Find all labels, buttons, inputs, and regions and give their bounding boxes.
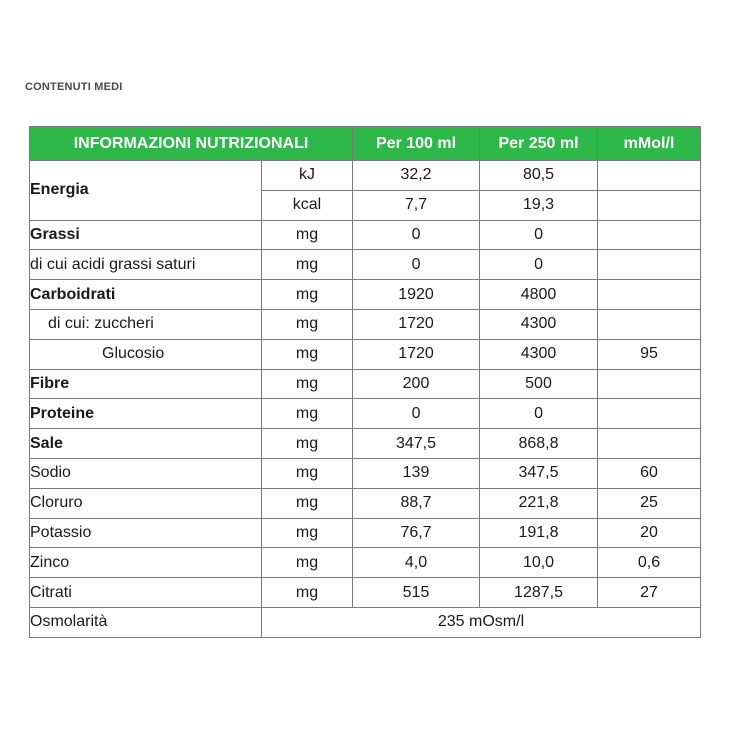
row-name: di cui: zuccheri (30, 309, 262, 339)
cell-per250: 4300 (480, 339, 598, 369)
cell-per100: 0 (353, 399, 480, 429)
cell-per250: 0 (480, 399, 598, 429)
table-header-row (30, 127, 701, 161)
cell-per250: 0 (480, 250, 598, 280)
section-label: CONTENUTI MEDI (25, 81, 123, 93)
header-per-250ml: Per 250 ml (480, 127, 598, 161)
cell-unit: mg (262, 280, 353, 310)
table-row (30, 309, 701, 339)
row-name: Sodio (30, 458, 262, 488)
cell-per250: 347,5 (480, 458, 598, 488)
cell-mmol: 95 (598, 339, 701, 369)
cell-unit: mg (262, 548, 353, 578)
cell-mmol (598, 250, 701, 280)
cell-per100: 0 (353, 250, 480, 280)
cell-per250: 4800 (480, 280, 598, 310)
header-per-100ml: Per 100 ml (353, 127, 480, 161)
cell-per250: 221,8 (480, 488, 598, 518)
cell-unit: mg (262, 458, 353, 488)
table-row (30, 518, 701, 548)
cell-per100: 200 (353, 369, 480, 399)
cell-per100: 347,5 (353, 429, 480, 459)
row-name: Grassi (30, 220, 262, 250)
cell-per250: 10,0 (480, 548, 598, 578)
cell-mmol (598, 309, 701, 339)
cell-per100: 76,7 (353, 518, 480, 548)
cell-per100: 88,7 (353, 488, 480, 518)
cell-per100: 32,2 (353, 161, 480, 191)
header-mmol: mMol/l (598, 127, 701, 161)
row-name: Zinco (30, 548, 262, 578)
cell-mmol: 0,6 (598, 548, 701, 578)
cell-per100: 1720 (353, 339, 480, 369)
cell-mmol: 20 (598, 518, 701, 548)
cell-per250: 80,5 (480, 161, 598, 191)
table-row-energy-kj (30, 161, 701, 191)
cell-unit: mg (262, 429, 353, 459)
table-row (30, 488, 701, 518)
cell-unit: kcal (262, 190, 353, 220)
cell-per100: 7,7 (353, 190, 480, 220)
table-row (30, 280, 701, 310)
cell-unit: mg (262, 488, 353, 518)
cell-per100: 1720 (353, 309, 480, 339)
cell-per250: 500 (480, 369, 598, 399)
row-name: Potassio (30, 518, 262, 548)
table-row-osmolarity (30, 607, 701, 637)
header-nutrition-info: INFORMAZIONI NUTRIZIONALI (30, 127, 353, 161)
cell-mmol (598, 429, 701, 459)
cell-unit: kJ (262, 161, 353, 191)
cell-unit: mg (262, 339, 353, 369)
cell-mmol: 25 (598, 488, 701, 518)
table-row (30, 369, 701, 399)
cell-mmol (598, 161, 701, 191)
row-name: Fibre (30, 369, 262, 399)
cell-per250: 19,3 (480, 190, 598, 220)
table-row (30, 578, 701, 608)
row-name: Citrati (30, 578, 262, 608)
table-row (30, 429, 701, 459)
cell-unit: mg (262, 309, 353, 339)
row-name: Cloruro (30, 488, 262, 518)
cell-per100: 0 (353, 220, 480, 250)
table-row (30, 220, 701, 250)
table-row (30, 250, 701, 280)
osmolarity-value: 235 mOsm/l (262, 607, 701, 637)
cell-per250: 191,8 (480, 518, 598, 548)
table-row (30, 339, 701, 369)
cell-mmol (598, 369, 701, 399)
row-name: Carboidrati (30, 280, 262, 310)
cell-mmol (598, 190, 701, 220)
cell-per100: 4,0 (353, 548, 480, 578)
table-row (30, 548, 701, 578)
cell-unit: mg (262, 399, 353, 429)
cell-mmol (598, 280, 701, 310)
cell-unit: mg (262, 369, 353, 399)
table-row (30, 399, 701, 429)
cell-per250: 4300 (480, 309, 598, 339)
nutrition-table (29, 126, 701, 638)
cell-mmol: 27 (598, 578, 701, 608)
cell-mmol (598, 220, 701, 250)
cell-unit: mg (262, 518, 353, 548)
row-name-energy: Energia (30, 161, 262, 221)
cell-mmol: 60 (598, 458, 701, 488)
cell-unit: mg (262, 220, 353, 250)
cell-per250: 868,8 (480, 429, 598, 459)
cell-unit: mg (262, 578, 353, 608)
cell-per100: 515 (353, 578, 480, 608)
cell-per100: 139 (353, 458, 480, 488)
row-name: di cui acidi grassi saturi (30, 250, 262, 280)
cell-per100: 1920 (353, 280, 480, 310)
table-body (30, 161, 701, 608)
table-row (30, 458, 701, 488)
row-name: Glucosio (30, 339, 262, 369)
cell-mmol (598, 399, 701, 429)
row-name: Proteine (30, 399, 262, 429)
row-name-osmolarity: Osmolarità (30, 607, 262, 637)
cell-per250: 1287,5 (480, 578, 598, 608)
cell-unit: mg (262, 250, 353, 280)
row-name: Sale (30, 429, 262, 459)
cell-per250: 0 (480, 220, 598, 250)
